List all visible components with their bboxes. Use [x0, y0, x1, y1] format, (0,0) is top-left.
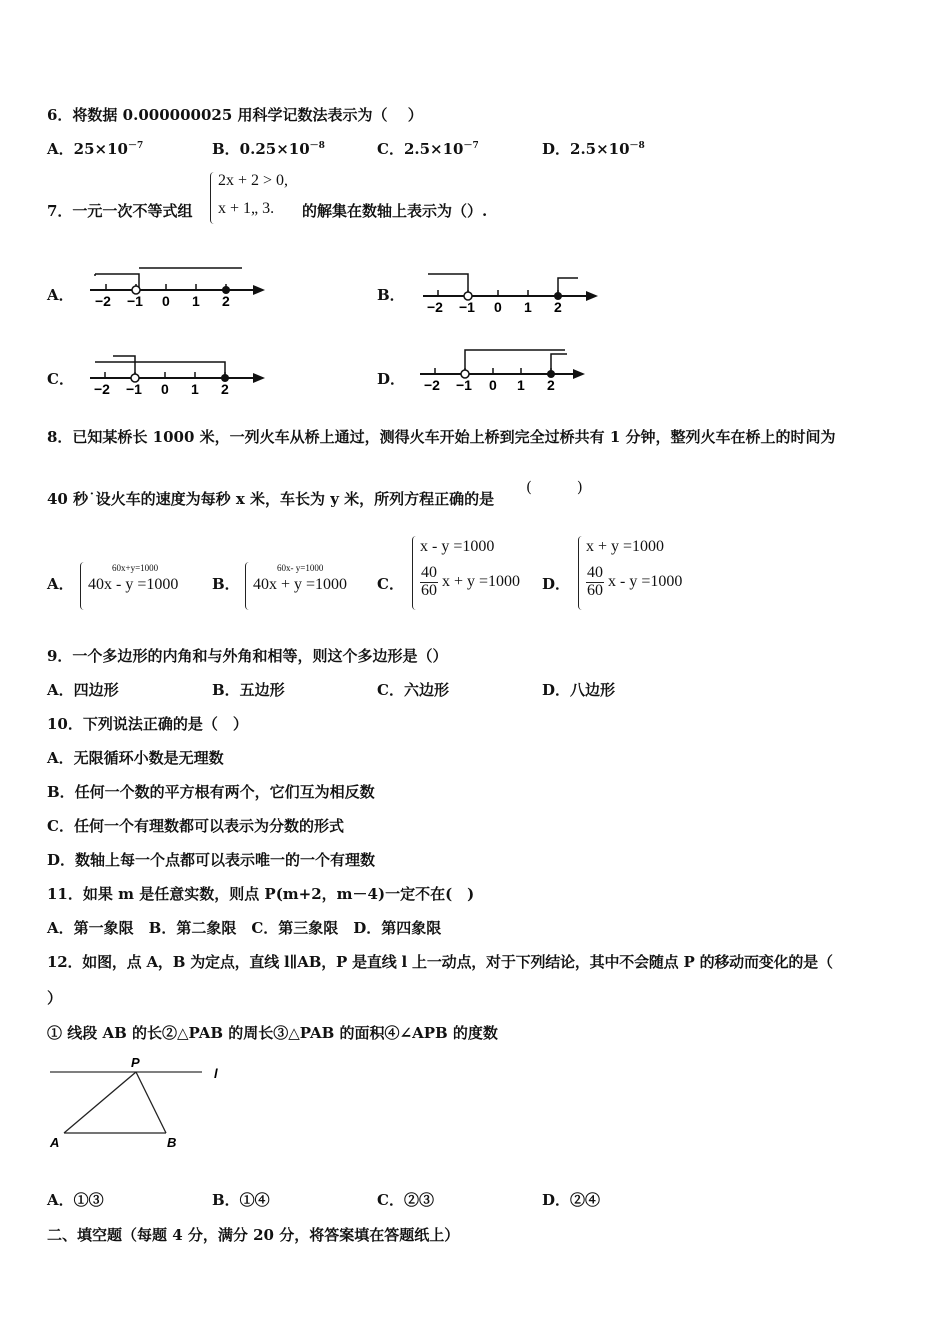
tick-label: −1 [126, 381, 142, 397]
q8-option-d-eq1: x + y =1000 [586, 538, 665, 555]
tick-label: 2 [554, 299, 562, 315]
tick-label: 0 [162, 293, 170, 309]
tick-label: −1 [456, 377, 472, 393]
tick-label: 0 [494, 299, 502, 315]
section2-title: 二、填空题（每题 4 分，满分 20 分，将答案填在答题纸上） [47, 1226, 460, 1244]
tick-label: −2 [94, 381, 110, 397]
q7-option-a-label: A． [47, 286, 74, 304]
q8-stem-line1: 8．已知某桥长 1000 米，一列火车从桥上通过，测得火车开始上桥到完全过桥共有 1 分钟，整列火车在桥上的时间为 [47, 428, 836, 446]
q6-option-d: D．$2.5\times 10^{-8}$ [542, 140, 645, 158]
q12-option-b: B．①④ [212, 1191, 270, 1209]
q8-option-a-top: 60x+y=1000 [112, 563, 159, 573]
q8-option-d-system [578, 536, 708, 610]
q7-number-line-b [418, 268, 603, 318]
tick-label: 1 [517, 377, 525, 393]
tick-label: 0 [161, 381, 169, 397]
q12-option-c: C．②③ [377, 1191, 434, 1209]
tick-label: −1 [127, 293, 143, 309]
tick-label: −1 [459, 299, 475, 315]
q10-option-d: D．数轴上每一个点都可以表示唯一的一个有理数 [47, 851, 376, 869]
q8-option-c-system [412, 536, 542, 610]
q7-option-c-label: C． [47, 370, 74, 388]
q7-stem-prefix: 7．一元一次不等式组 [47, 202, 193, 220]
q7-inequality-2: x + 1„ 3. [218, 200, 275, 217]
figure-label-b: B [167, 1135, 177, 1150]
q6-stem: 6．将数据 0.000000025 用科学记数法表示为（ ） [47, 106, 423, 124]
q7-inequality-1: 2x + 2 > 0, [218, 172, 289, 189]
tick-label: 2 [222, 293, 230, 309]
q10-option-c: C．任何一个有理数都可以表示为分数的形式 [47, 817, 344, 835]
q12-option-d: D．②④ [542, 1191, 601, 1209]
q12-option-a: A．①③ [47, 1191, 104, 1209]
tick-label: 1 [524, 299, 532, 315]
q8-option-a-label: A． [47, 575, 74, 593]
q10-stem: 10．下列说法正确的是（ ） [47, 715, 248, 733]
q7-option-d-label: D． [377, 370, 406, 388]
q8-option-c-frac-den: 60 [421, 581, 437, 599]
q8-option-b-main: 40x + y =1000 [253, 576, 348, 593]
q8-option-b-top: 60x- y=1000 [277, 563, 324, 573]
tick-label: 1 [191, 381, 199, 397]
tick-label: −2 [95, 293, 111, 309]
tick-label: −2 [424, 377, 440, 393]
q10-option-a: A．无限循环小数是无理数 [47, 749, 224, 767]
tick-label: 2 [221, 381, 229, 397]
q9-option-d: D．八边形 [542, 681, 616, 699]
q8-option-a-main: 40x - y =1000 [88, 576, 179, 593]
q9-stem: 9．一个多边形的内角和与外角和相等，则这个多边形是（） [47, 647, 448, 665]
q12-stem-line2: ） [47, 989, 63, 1007]
q6-option-b: B．$0.25\times 10^{-8}$ [212, 140, 325, 158]
q9-option-a: A．四边形 [47, 681, 119, 699]
q6-option-a: A．$25\times 10^{-7}$ [47, 140, 144, 158]
tick-label: 2 [547, 377, 555, 393]
q7-option-b-label: B． [377, 286, 405, 304]
figure-label-a: A [50, 1135, 60, 1150]
q8-option-a-system [80, 562, 210, 610]
q11-options: A．第一象限 B．第二象限 C．第三象限 D．第四象限 [47, 919, 442, 937]
figure-label-l: l [214, 1066, 218, 1081]
q7-inequality-system [210, 172, 300, 224]
q8-option-d-eq2: $\frac{40}{60}$ x - y =1000 [587, 564, 683, 599]
q8-option-d-frac-den: 60 [587, 581, 603, 599]
q12-figure [40, 1050, 240, 1160]
q12-conclusions: ① 线段 AB 的长②△PAB 的周长③△PAB 的面积④∠APB 的度数 [47, 1024, 498, 1042]
figure-label-p: P [131, 1055, 140, 1070]
q11-stem: 11．如果 m 是任意实数，则点 P(m+2，m－4)一定不在( ) [47, 885, 475, 903]
q8-option-d-label: D． [542, 575, 571, 593]
q7-number-line-a [85, 262, 270, 312]
q6-option-c: C．$2.5\times 10^{-7}$ [377, 140, 479, 158]
q9-option-b: B．五边形 [212, 681, 285, 699]
q9-option-c: C．六边形 [377, 681, 449, 699]
q7-number-line-d [415, 346, 600, 396]
q8-option-c-eq2: $\frac{40}{60}$ x + y =1000 [421, 564, 521, 599]
q8-option-d-frac-num: 40 [587, 564, 603, 581]
tick-label: −2 [427, 299, 443, 315]
q7-number-line-c [85, 350, 270, 400]
q8-option-b-label: B． [212, 575, 240, 593]
q7-stem-suffix: 的解集在数轴上表示为（）. [302, 202, 488, 220]
q8-option-c-label: C． [377, 575, 404, 593]
q8-option-c-frac-num: 40 [421, 564, 437, 581]
q12-stem-line1: 12．如图，点 A，B 为定点，直线 l∥AB，P 是直线 l 上一动点，对于下列结论，其中不会随点 P 的移动而变化的是（ [47, 953, 833, 971]
tick-label: 1 [192, 293, 200, 309]
q10-option-b: B．任何一个数的平方根有两个，它们互为相反数 [47, 783, 375, 801]
tick-label: 0 [489, 377, 497, 393]
q8-option-c-eq1: x - y =1000 [420, 538, 495, 555]
q8-answer-paren: ( ) [526, 478, 583, 496]
q8-stem-line2: 40 秒˙设火车的速度为每秒 x 米，车长为 y 米，所列方程正确的是 [47, 490, 495, 508]
q8-option-b-system [245, 562, 375, 610]
